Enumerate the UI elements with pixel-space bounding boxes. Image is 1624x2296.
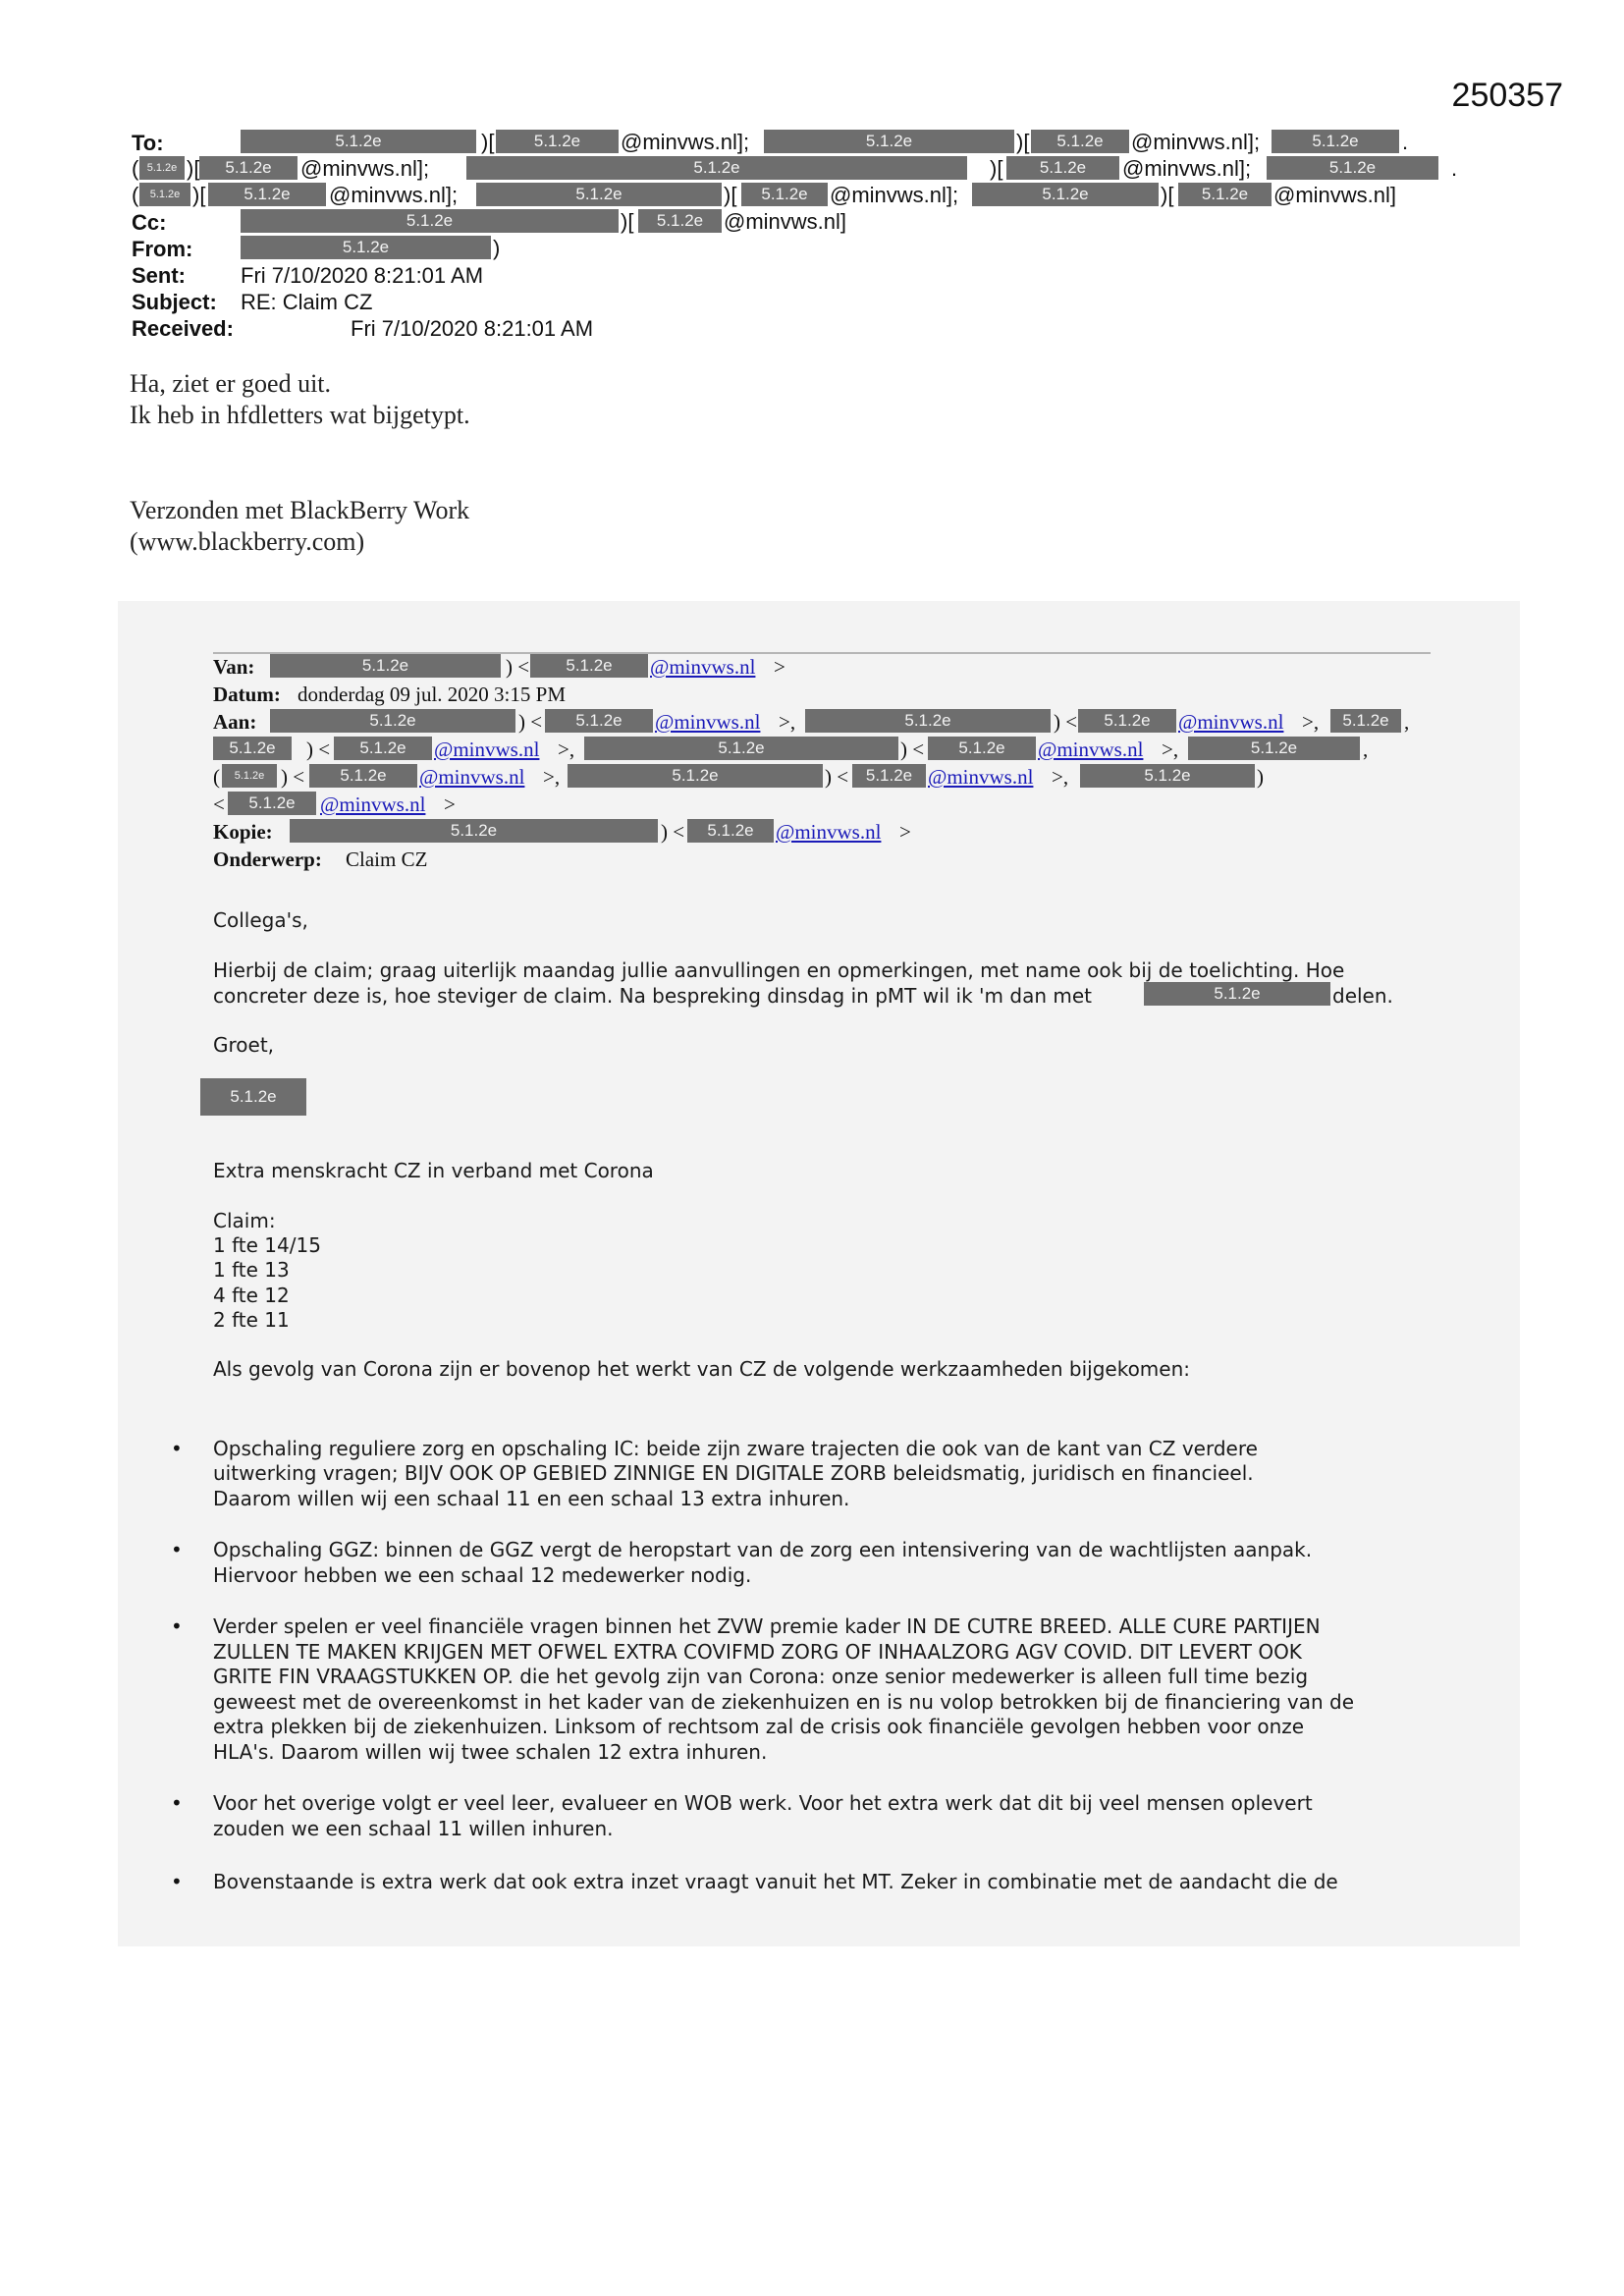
redaction: 5.1.2e (270, 654, 501, 678)
redaction: 5.1.2e (687, 819, 774, 843)
redaction: 5.1.2e (1267, 156, 1438, 180)
datum-value: donderdag 09 jul. 2020 3:15 PM (298, 683, 566, 706)
redaction: 5.1.2e (1178, 183, 1272, 206)
bullet-line: GRITE FIN VRAAGSTUKKEN OP. die het gevolg zijn van Corona: onze senior medewerker is alleen full time bezig (213, 1665, 1309, 1688)
paragraph-line-end: delen. (1332, 984, 1393, 1008)
redaction: 5.1.2e (199, 156, 298, 180)
redaction: 5.1.2e (290, 819, 658, 843)
redaction: 5.1.2e (334, 737, 432, 760)
bullet-marker: • (171, 1791, 183, 1815)
bullet-line: geweest met de overeenkomst in het kader van de ziekenhuizen en is nu volop betrokken bij de financiering van de (213, 1690, 1355, 1714)
redaction: 5.1.2e (1031, 130, 1129, 153)
redaction: 5.1.2e (241, 130, 476, 153)
greeting: Collega's, (213, 908, 308, 932)
reply-line-1: Ha, ziet er goed uit. (130, 369, 332, 398)
van-label: Van: (213, 655, 255, 679)
redaction: 5.1.2e (1188, 737, 1360, 760)
redaction: 5.1.2e (213, 737, 292, 760)
bullet-line: HLA's. Daarom willen wij twee schalen 12 extra inhuren. (213, 1740, 768, 1764)
bullet-marker: • (171, 1538, 183, 1561)
claim-label: Claim: (213, 1209, 276, 1232)
onderwerp-value: Claim CZ (346, 847, 428, 871)
bullet-line: Opschaling reguliere zorg en opschaling IC: beide zijn zware trajecten die ook van de kant van CZ verdere (213, 1437, 1258, 1460)
redaction: 5.1.2e (139, 183, 190, 206)
bullet-line: Voor het overige volgt er veel leer, evalueer en WOB werk. Voor het extra werk dat dit bij veel mensen oplevert (213, 1791, 1313, 1815)
signature-line-1: Verzonden met BlackBerry Work (130, 496, 470, 524)
paragraph-line: concreter deze is, hoe steviger de claim. Na bespreking dinsdag in pMT wil ik 'm dan met (213, 984, 1092, 1008)
email-link[interactable]: @minvws.nl (419, 765, 525, 789)
section-heading: Extra menskracht CZ in verband met Corona (213, 1159, 654, 1182)
onderwerp-label: Onderwerp: (213, 847, 322, 871)
from-label: From: (132, 237, 193, 261)
redaction: 5.1.2e (638, 209, 722, 233)
redaction: 5.1.2e (1078, 709, 1176, 733)
document-number: 250357 (1451, 77, 1563, 114)
email-domain: @minvws.nl] (724, 209, 847, 234)
redaction: 5.1.2e (530, 654, 648, 678)
email-domain: @minvws.nl] (1273, 183, 1397, 207)
email-domain: @minvws.nl]; (621, 130, 750, 154)
redaction: 5.1.2e (139, 156, 185, 180)
email-link[interactable]: @minvws.nl (650, 655, 756, 679)
kopie-label: Kopie: (213, 820, 273, 844)
reply-line-2: Ik heb in hfdletters wat bijgetypt. (130, 401, 470, 429)
redaction: 5.1.2e (764, 130, 1014, 153)
redaction: 5.1.2e (1144, 982, 1330, 1006)
email-link[interactable]: @minvws.nl (928, 765, 1034, 789)
closing: Groet, (213, 1033, 275, 1057)
redaction: 5.1.2e (496, 130, 619, 153)
redaction: 5.1.2e (309, 764, 417, 788)
redaction: 5.1.2e (222, 764, 277, 788)
email-link[interactable]: @minvws.nl (655, 710, 761, 734)
bullet-line: Hiervoor hebben we een schaal 12 medewerker nodig. (213, 1563, 752, 1587)
bullet-marker: • (171, 1614, 183, 1638)
bullet-line: Daarom willen wij een schaal 11 en een schaal 13 extra inhuren. (213, 1487, 850, 1510)
email-link[interactable]: @minvws.nl (434, 738, 540, 761)
received-label: Received: (132, 316, 234, 341)
sent-value: Fri 7/10/2020 8:21:01 AM (241, 263, 484, 288)
to-label: To: (132, 131, 164, 155)
subject-label: Subject: (132, 290, 217, 314)
bullet-line: Bovenstaande is extra werk dat ook extra inzet vraagt vanuit het MT. Zeker in combinatie met de aandacht die de (213, 1870, 1338, 1893)
bullet-marker: • (171, 1437, 183, 1460)
datum-label: Datum: (213, 683, 281, 706)
redaction: 5.1.2e (1080, 764, 1255, 788)
redaction: 5.1.2e (545, 709, 653, 733)
redaction: 5.1.2e (741, 183, 828, 206)
bullet-marker: • (171, 1870, 183, 1893)
bullet-line: extra plekken bij de ziekenhuizen. Linksom of rechtsom zal de crisis ook financiële gevolgen hebben voor onze (213, 1715, 1305, 1738)
claim-item: 1 fte 13 (213, 1258, 290, 1282)
bullet-line: Opschaling GGZ: binnen de GGZ vergt de heropstart van de zorg een intensivering van de wachtlijsten aanpak. (213, 1538, 1313, 1561)
bullet-line: zouden we een schaal 11 willen inhuren. (213, 1817, 614, 1840)
redaction: 5.1.2e (584, 737, 898, 760)
redaction: 5.1.2e (1006, 156, 1119, 180)
bullet-line: uitwerking vragen; BIJV OOK OP GEBIED ZINNIGE EN DIGITALE ZORB beleidsmatig, juridisch en financieel. (213, 1461, 1254, 1485)
subject-value: RE: Claim CZ (241, 290, 373, 314)
redaction: 5.1.2e (805, 709, 1051, 733)
redaction: 5.1.2e (972, 183, 1159, 206)
redaction: 5.1.2e (852, 764, 926, 788)
redaction: 5.1.2e (1330, 709, 1401, 733)
email-link[interactable]: @minvws.nl (320, 793, 426, 816)
redaction: 5.1.2e (241, 236, 491, 259)
bullet-line: Verder spelen er veel financiële vragen binnen het ZVW premie kader IN DE CUTRE BREED. ALLE CURE PARTIJEN (213, 1614, 1321, 1638)
email-domain: @minvws.nl]; (1122, 156, 1252, 181)
redaction: 5.1.2e (1272, 130, 1399, 153)
email-link[interactable]: @minvws.nl (1178, 710, 1284, 734)
signature-line-2: (www.blackberry.com) (130, 527, 365, 556)
claim-item: 2 fte 11 (213, 1308, 290, 1332)
email-link[interactable]: @minvws.nl (776, 820, 882, 844)
redaction: 5.1.2e (928, 737, 1036, 760)
email-domain: @minvws.nl]; (329, 183, 459, 207)
email-domain: @minvws.nl]; (300, 156, 430, 181)
email-domain: @minvws.nl]; (1131, 130, 1261, 154)
paragraph-line: Hierbij de claim; graag uiterlijk maandag jullie aanvullingen en opmerkingen, met name ook bij de toelichting. Hoe (213, 958, 1345, 982)
claim-item: 4 fte 12 (213, 1284, 290, 1307)
redaction: 5.1.2e (476, 183, 722, 206)
aan-label: Aan: (213, 710, 257, 734)
redaction: 5.1.2e (466, 156, 967, 180)
sent-label: Sent: (132, 263, 186, 288)
redaction: 5.1.2e (568, 764, 823, 788)
redaction: 5.1.2e (228, 792, 316, 815)
email-domain: @minvws.nl]; (830, 183, 959, 207)
cc-label: Cc: (132, 210, 167, 235)
bullet-line: ZULLEN TE MAKEN KRIJGEN MET OFWEL EXTRA COVIFMD ZORG OF INHAALZORG AGV COVID. DIT LEVERT OOK (213, 1640, 1302, 1664)
redaction: 5.1.2e (208, 183, 326, 206)
redaction: 5.1.2e (270, 709, 515, 733)
intro-text: Als gevolg van Corona zijn er bovenop het werkt van CZ de volgende werkzaamheden bijgekomen: (213, 1357, 1190, 1381)
signature-redaction: 5.1.2e (200, 1078, 306, 1116)
received-value: Fri 7/10/2020 8:21:01 AM (351, 316, 594, 341)
email-link[interactable]: @minvws.nl (1038, 738, 1144, 761)
claim-item: 1 fte 14/15 (213, 1233, 321, 1257)
redaction: 5.1.2e (241, 209, 619, 233)
